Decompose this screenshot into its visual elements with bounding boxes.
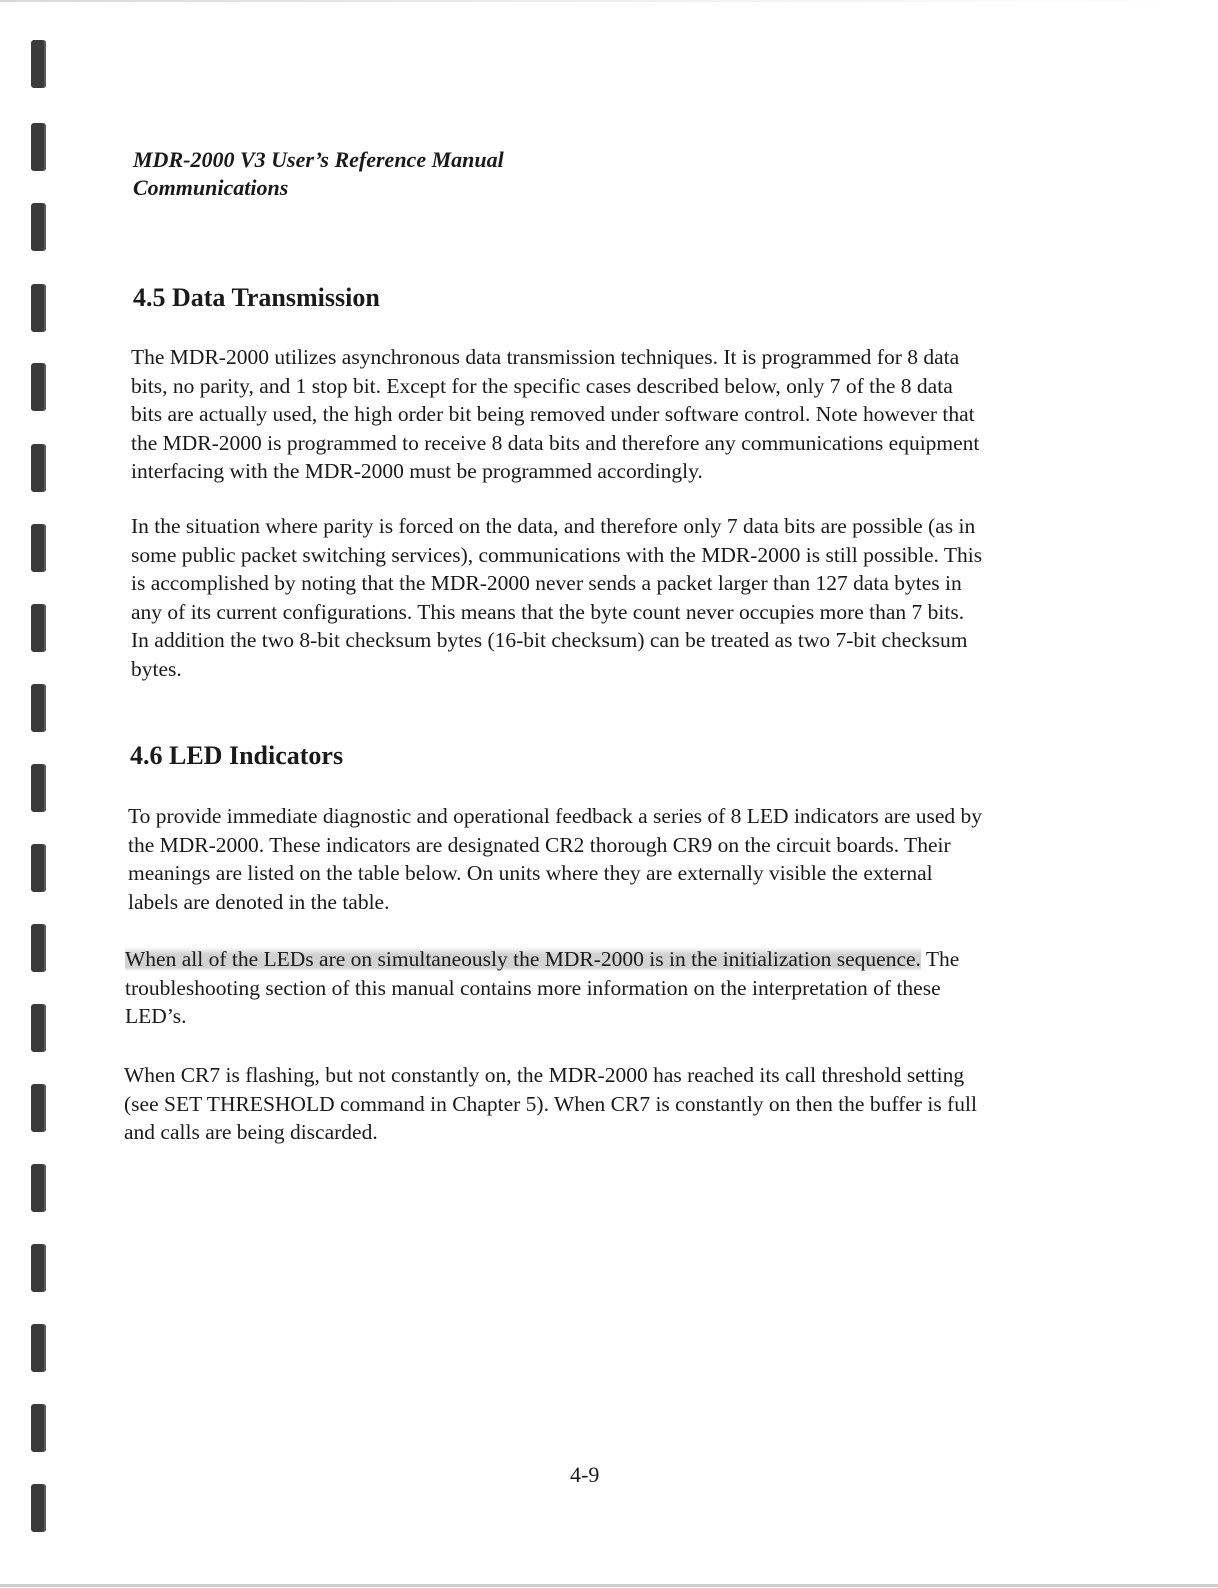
text-line: LED’s. [125, 1004, 187, 1028]
binding-holes [0, 0, 60, 1588]
binding-hole [31, 1484, 46, 1532]
binding-hole [31, 1324, 46, 1372]
paragraph-led-indicators-1 [128, 802, 982, 916]
scan-top-edge [0, 0, 1218, 2]
section-heading-data-transmission: 4.5 Data Transmission [133, 283, 380, 312]
scan-bottom-edge [0, 1584, 1218, 1587]
text-line: In the situation where parity is forced on the data, and therefore only 7 data bits are possible (as in [131, 514, 976, 538]
text-line: is accomplished by noting that the MDR-2000 never sends a packet larger than 127 data bytes in [131, 571, 962, 595]
paragraph-data-transmission-1 [131, 343, 979, 486]
text-line: labels are denoted in the table. [128, 889, 390, 914]
text-line: any of its current configurations. This means that the byte count never occupies more than 7 bits. [131, 599, 965, 624]
chapter-title: Communications [133, 175, 289, 200]
text-line: meanings are listed on the table below. On units where they are externally visible the external [128, 861, 933, 885]
binding-hole [31, 1084, 46, 1132]
paragraph-led-indicators-2 [125, 945, 959, 1031]
binding-hole [31, 924, 46, 972]
paragraph-data-transmission-2 [131, 512, 982, 683]
paragraph-led-indicators-3 [124, 1061, 977, 1147]
binding-hole [31, 1244, 46, 1292]
manual-title: MDR-2000 V3 User’s Reference Manual [133, 147, 504, 172]
binding-hole [31, 40, 46, 88]
binding-hole [31, 1404, 46, 1452]
highlighted-text: When all of the LEDs are on simultaneously the MDR-2000 is in the initialization sequence. [125, 947, 921, 971]
text-line: interfacing with the MDR-2000 must be programmed accordingly. [131, 459, 703, 483]
text-line: some public packet switching services), communications with the MDR-2000 is still possible. This [131, 542, 983, 567]
text-line: troubleshooting section of this manual contains more information on the interpretation of these [125, 975, 941, 1000]
binding-hole [31, 844, 46, 892]
binding-hole [31, 764, 46, 812]
text-line: bits are actually used, the high order bit being removed under software control. Note however that [131, 402, 975, 426]
text-line: To provide immediate diagnostic and operational feedback a series of 8 LED indicators are used by [128, 804, 983, 828]
binding-hole [31, 123, 46, 171]
text-line: the MDR-2000 is programmed to receive 8 data bits and therefore any communications equipment [131, 430, 980, 455]
section-heading-led-indicators: 4.6 LED Indicators [130, 741, 344, 770]
text-line: bits, no parity, and 1 stop bit. Except for the specific cases described below, only 7 of the 8 data [131, 373, 953, 398]
binding-hole [31, 203, 46, 251]
text-line: bytes. [131, 656, 182, 681]
binding-hole [31, 684, 46, 732]
binding-hole [31, 604, 46, 652]
text-line: the MDR-2000. These indicators are designated CR2 thorough CR9 on the circuit boards. Their [128, 832, 951, 857]
binding-hole [31, 444, 46, 492]
binding-hole [31, 1164, 46, 1212]
text-line: (see SET THRESHOLD command in Chapter 5). When CR7 is constantly on then the buffer is full [124, 1091, 977, 1116]
text-line: and calls are being discarded. [124, 1120, 378, 1144]
binding-hole [31, 524, 46, 572]
text-line [125, 945, 959, 974]
text-line: In addition the two 8-bit checksum bytes (16-bit checksum) can be treated as two 7-bit checksum [131, 628, 968, 652]
page-number: 4-9 [570, 1462, 600, 1487]
text-fragment: The [920, 947, 960, 971]
binding-hole [31, 363, 46, 411]
text-line: The MDR-2000 utilizes asynchronous data transmission techniques. It is programmed for 8 data [131, 345, 960, 369]
running-header [133, 146, 504, 202]
binding-hole [31, 284, 46, 332]
binding-hole [31, 1004, 46, 1052]
text-line: When CR7 is flashing, but not constantly on, the MDR-2000 has reached its call threshold setting [124, 1063, 965, 1087]
